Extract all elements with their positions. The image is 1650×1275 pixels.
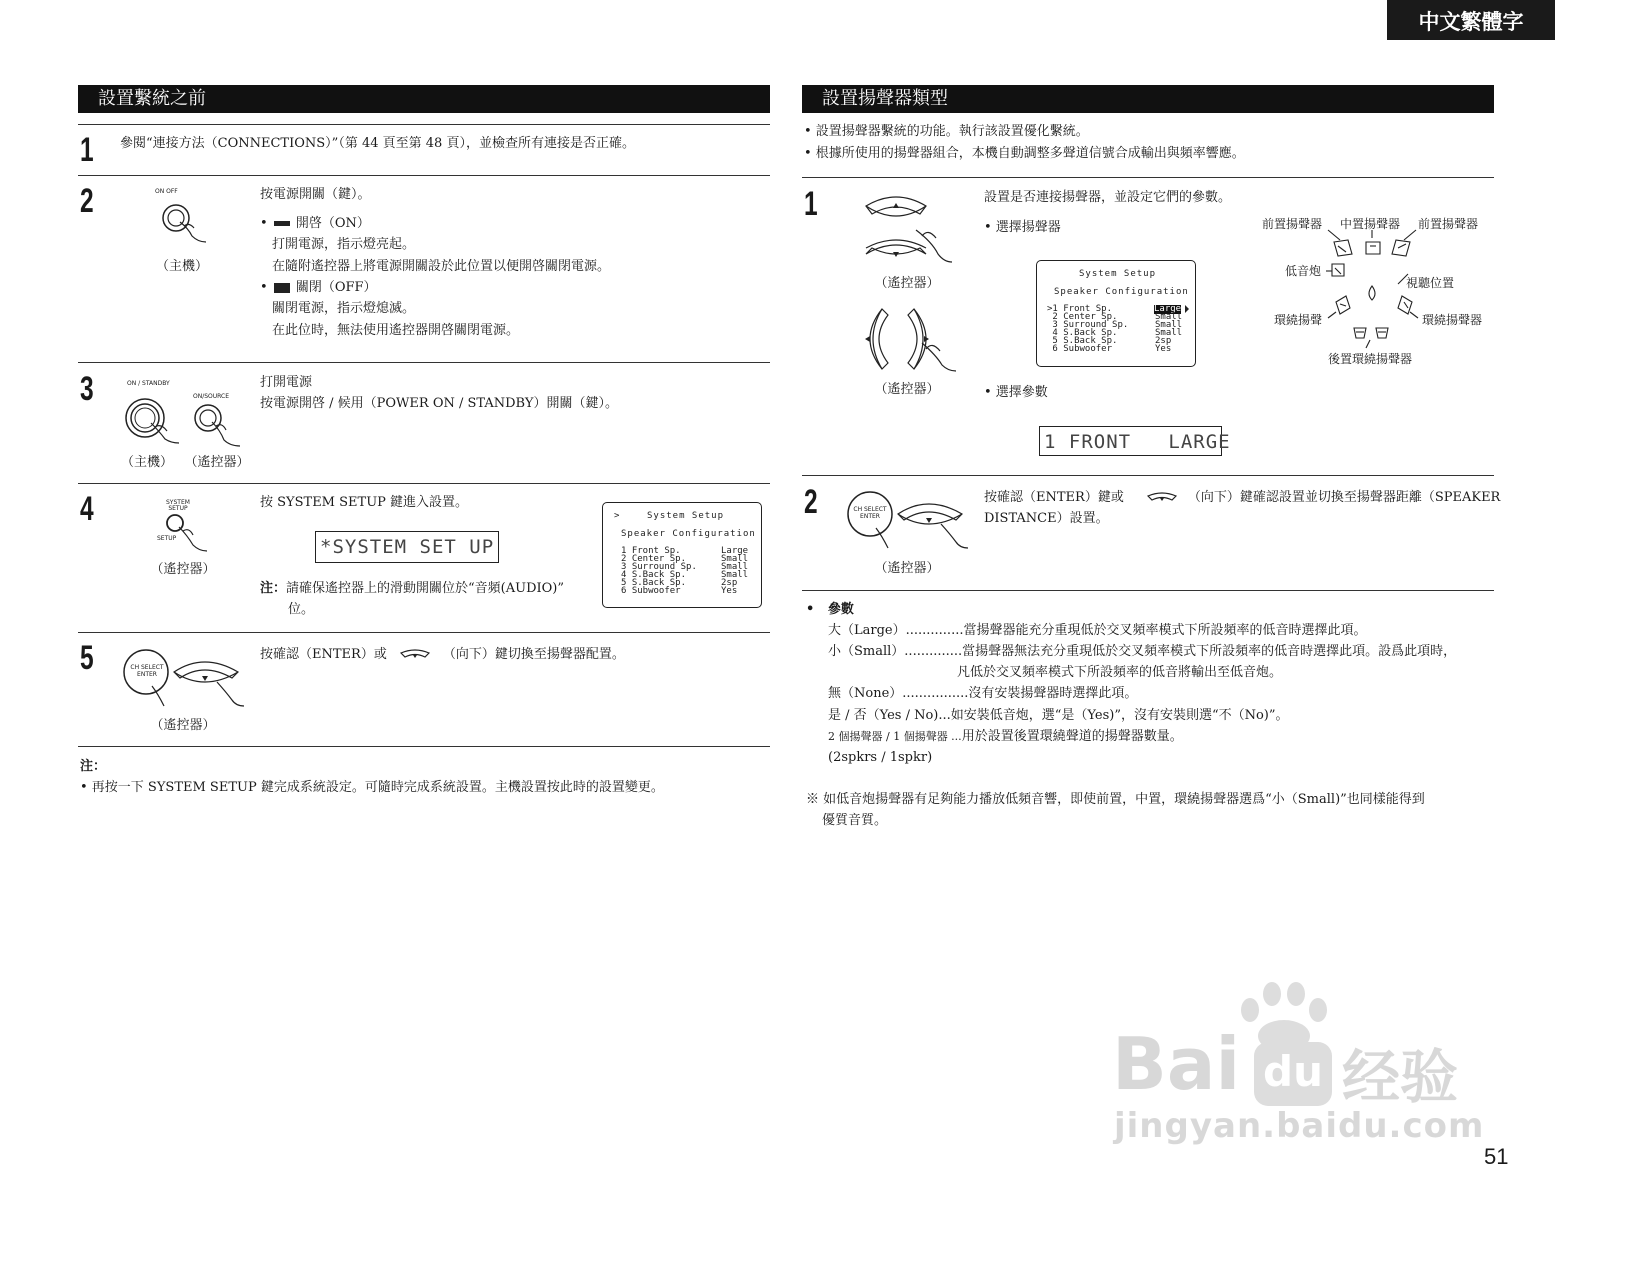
setup-label: SETUP: [157, 535, 177, 542]
on-source-button-icon: [192, 402, 244, 452]
step-text: DISTANCE）設置。: [984, 511, 1109, 526]
param-row: 是 / 否（Yes / No)...如安裝低音炮，選“是（Yes)”，沒有安裝則選“不（No)”。: [828, 708, 1289, 723]
diagram-label-listening-position: 視聽位置: [1406, 276, 1455, 290]
power-button-icon: [158, 198, 208, 248]
step-number: 1: [804, 185, 818, 223]
diagram-label-front-left: 前置揚聲器: [1262, 217, 1323, 231]
caption-remote: （遙控器）: [150, 562, 216, 577]
off-desc-1: 關閉電源，指示燈熄滅。: [272, 301, 416, 316]
note-line: 位。: [288, 602, 315, 617]
caption-remote: （遙控器）: [874, 276, 940, 291]
step-text: 按確認（ENTER）或 （向下）鍵切換至揚聲器配置。: [260, 647, 625, 662]
note-text: • 再按一下 SYSTEM SETUP 鍵完成系統設定。可隨時完成系統設置。主機設置按此時的設置變更。: [80, 780, 664, 795]
on-label: 開啓（ON）: [295, 216, 370, 231]
diagram-label-front-right: 前置揚聲器: [1418, 217, 1479, 231]
step-text: 按電源開啓 / 候用（POWER ON / STANDBY）開關（鍵）。: [260, 396, 618, 411]
diagram-label-surround-left: 環繞揚聲: [1274, 313, 1323, 327]
on-desc-1: 打開電源，指示燈亮起。: [272, 237, 416, 252]
enter-and-down-buttons-icon: [846, 490, 971, 552]
left-right-buttons-icon: [856, 305, 960, 375]
divider: [78, 632, 770, 633]
diagram-label-surround-back: 後置環繞揚聲器: [1328, 352, 1413, 366]
divider: [802, 177, 1494, 178]
select-param-label: • 選擇參數: [984, 385, 1048, 400]
watermark-du: du: [1254, 1042, 1332, 1106]
off-switch-icon: [274, 283, 290, 293]
off-item: • 關閉（OFF）: [260, 280, 377, 295]
on-item: • 開啓（ON）: [260, 216, 370, 231]
step-text: 按 SYSTEM SETUP 鍵進入設置。: [260, 495, 469, 510]
system-setup-label: SYSTEM SETUP: [166, 499, 190, 512]
param-row: 無（None）................沒有安裝揚聲器時選擇此項。: [828, 686, 1138, 701]
step-number: 2: [804, 483, 818, 521]
params-title: • 參數: [806, 602, 854, 617]
diagram-label-center: 中置揚聲器: [1340, 217, 1401, 231]
caption-main-unit: （主機）: [155, 259, 208, 274]
select-speaker-label: • 選擇揚聲器: [984, 220, 1061, 235]
divider: [78, 746, 770, 747]
intro-text: • 根據所使用的揚聲器組合，本機自動調整多聲道信號合成輸出與頻率響應。: [804, 146, 1245, 161]
intro-text: • 設置揚聲器繫統的功能。執行該設置優化繫統。: [804, 124, 1089, 139]
lcd-display: 1 FRONT LARGE: [1039, 426, 1222, 456]
param-row: 大（Large）..............當揚聲器能充分重現低於交叉頻率模式下所設頻率的低音時選擇此項。: [828, 623, 1367, 638]
osd-subtitle: Speaker Configuration: [621, 529, 756, 539]
footnote: ※ 如低音炮揚聲器有足夠能力播放低頻音響，即使前置，中置，環繞揚聲器選爲“小（Small)”也同樣能得到: [806, 792, 1425, 807]
watermark-brand: Bai: [1112, 1022, 1241, 1106]
watermark-cn: 经验: [1342, 1043, 1459, 1111]
divider: [78, 483, 770, 484]
step-number: 2: [80, 182, 94, 220]
enter-and-down-buttons-icon: [122, 648, 247, 710]
lcd-display: *SYSTEM SET UP: [315, 531, 499, 563]
note-line: 注：請確保遙控器上的滑動開關位於“音頻(AUDIO)”: [260, 581, 565, 596]
divider: [78, 175, 770, 176]
param-row: 2 個揚聲器 / 1 個揚聲器 ...用於設置後置環繞聲道的揚聲器數量。: [828, 729, 1183, 744]
watermark-url: jingyan.baidu.com: [1114, 1106, 1485, 1146]
diagram-label-surround-right: 環繞揚聲器: [1422, 313, 1483, 327]
down-key-icon: [1142, 491, 1182, 505]
speaker-layout-diagram: [1300, 226, 1450, 351]
osd-selected-value: Large: [1154, 304, 1182, 314]
step-number: 4: [80, 490, 94, 528]
up-down-buttons-icon: [862, 192, 954, 272]
note-title: 注：: [80, 759, 107, 774]
step-text: 打開電源: [260, 375, 313, 390]
step-number: 3: [80, 370, 94, 408]
divider: [802, 590, 1494, 591]
left-section-title: 設置繫統之前: [78, 85, 770, 113]
on-desc-2: 在隨附遙控器上將電源開關設於此位置以便開啓關閉電源。: [272, 259, 611, 274]
ch-select-enter-label: CH SELECT ENTER: [853, 506, 887, 520]
osd-cursor: >: [614, 511, 620, 521]
caption-remote: （遙控器）: [184, 455, 250, 470]
standby-label: ON / STANDBY: [127, 380, 170, 387]
osd-subtitle: Speaker Configuration: [1054, 287, 1189, 297]
setup-button-icon: [165, 513, 215, 555]
paw-icon: [1230, 980, 1340, 1050]
step-text: 按電源開關（鍵）。: [260, 187, 371, 202]
osd-title: System Setup: [647, 511, 725, 521]
caption-remote: （遙控器）: [874, 382, 940, 397]
off-desc-2: 在此位時，無法使用遙控器開啓關閉電源。: [272, 323, 520, 338]
divider: [78, 124, 770, 125]
step-text: 參閱“連接方法（CONNECTIONS）”（第 44 頁至第 48 頁），並檢查所有連接是否正確。: [120, 136, 635, 151]
page-number: 51: [1484, 1144, 1509, 1169]
diagram-label-subwoofer: 低音炮: [1285, 264, 1322, 278]
footnote: 優質音質。: [822, 813, 888, 828]
on-switch-icon: [274, 221, 290, 226]
param-row: 凡低於交叉頻率模式下所設頻率的低音將輸出至低音炮。: [957, 665, 1283, 680]
on-source-label: ON/SOURCE: [193, 393, 230, 400]
caption-remote: （遙控器）: [874, 561, 940, 576]
step-text: 按確認（ENTER）鍵或 （向下）鍵確認設置並切換至揚聲器距離（SPEAKER: [984, 490, 1501, 505]
language-tag: 中文繁體字: [1387, 0, 1555, 40]
step-text: 設置是否連接揚聲器，並設定它們的參數。: [984, 190, 1232, 205]
standby-button-icon: [123, 393, 183, 448]
osd-arrow-icon: [1185, 305, 1189, 313]
step-number: 1: [80, 131, 94, 169]
osd-title: System Setup: [1079, 269, 1157, 279]
step-number: 5: [80, 639, 94, 677]
divider: [802, 475, 1494, 476]
param-row: (2spkrs / 1spkr): [828, 750, 933, 765]
power-switch-label: ON OFF: [155, 188, 178, 195]
divider: [78, 362, 770, 363]
right-section-title: 設置揚聲器類型: [802, 85, 1494, 113]
ch-select-enter-label: CH SELECT ENTER: [130, 664, 164, 678]
caption-main-unit: （主機）: [120, 455, 173, 470]
osd-screen: > System Setup Speaker Configuration 1 Front Sp. Large 2 Center Sp. Small 3 Surround Sp. Small 4 S.Back Sp. Small 5 S.Back Sp. 2sp 6 Subwoofer Yes: [602, 502, 762, 608]
down-key-icon: [395, 648, 435, 662]
osd-screen: System Setup Speaker Configuration >1 Front Sp. Large 2 Center Sp. Small 3 Surround Sp. Small 4 S.Back Sp. Small 5 S.Back Sp. 2sp 6 Subwoofer Yes: [1036, 260, 1196, 367]
baidu-watermark: [1112, 980, 1485, 1150]
off-label: 關閉（OFF）: [295, 280, 377, 295]
caption-remote: （遙控器）: [150, 718, 216, 733]
param-row: 小（Small）..............當揚聲器無法充分重現低於交叉頻率模式下所設頻率的低音時選擇此項。設爲此項時，: [828, 644, 1457, 659]
